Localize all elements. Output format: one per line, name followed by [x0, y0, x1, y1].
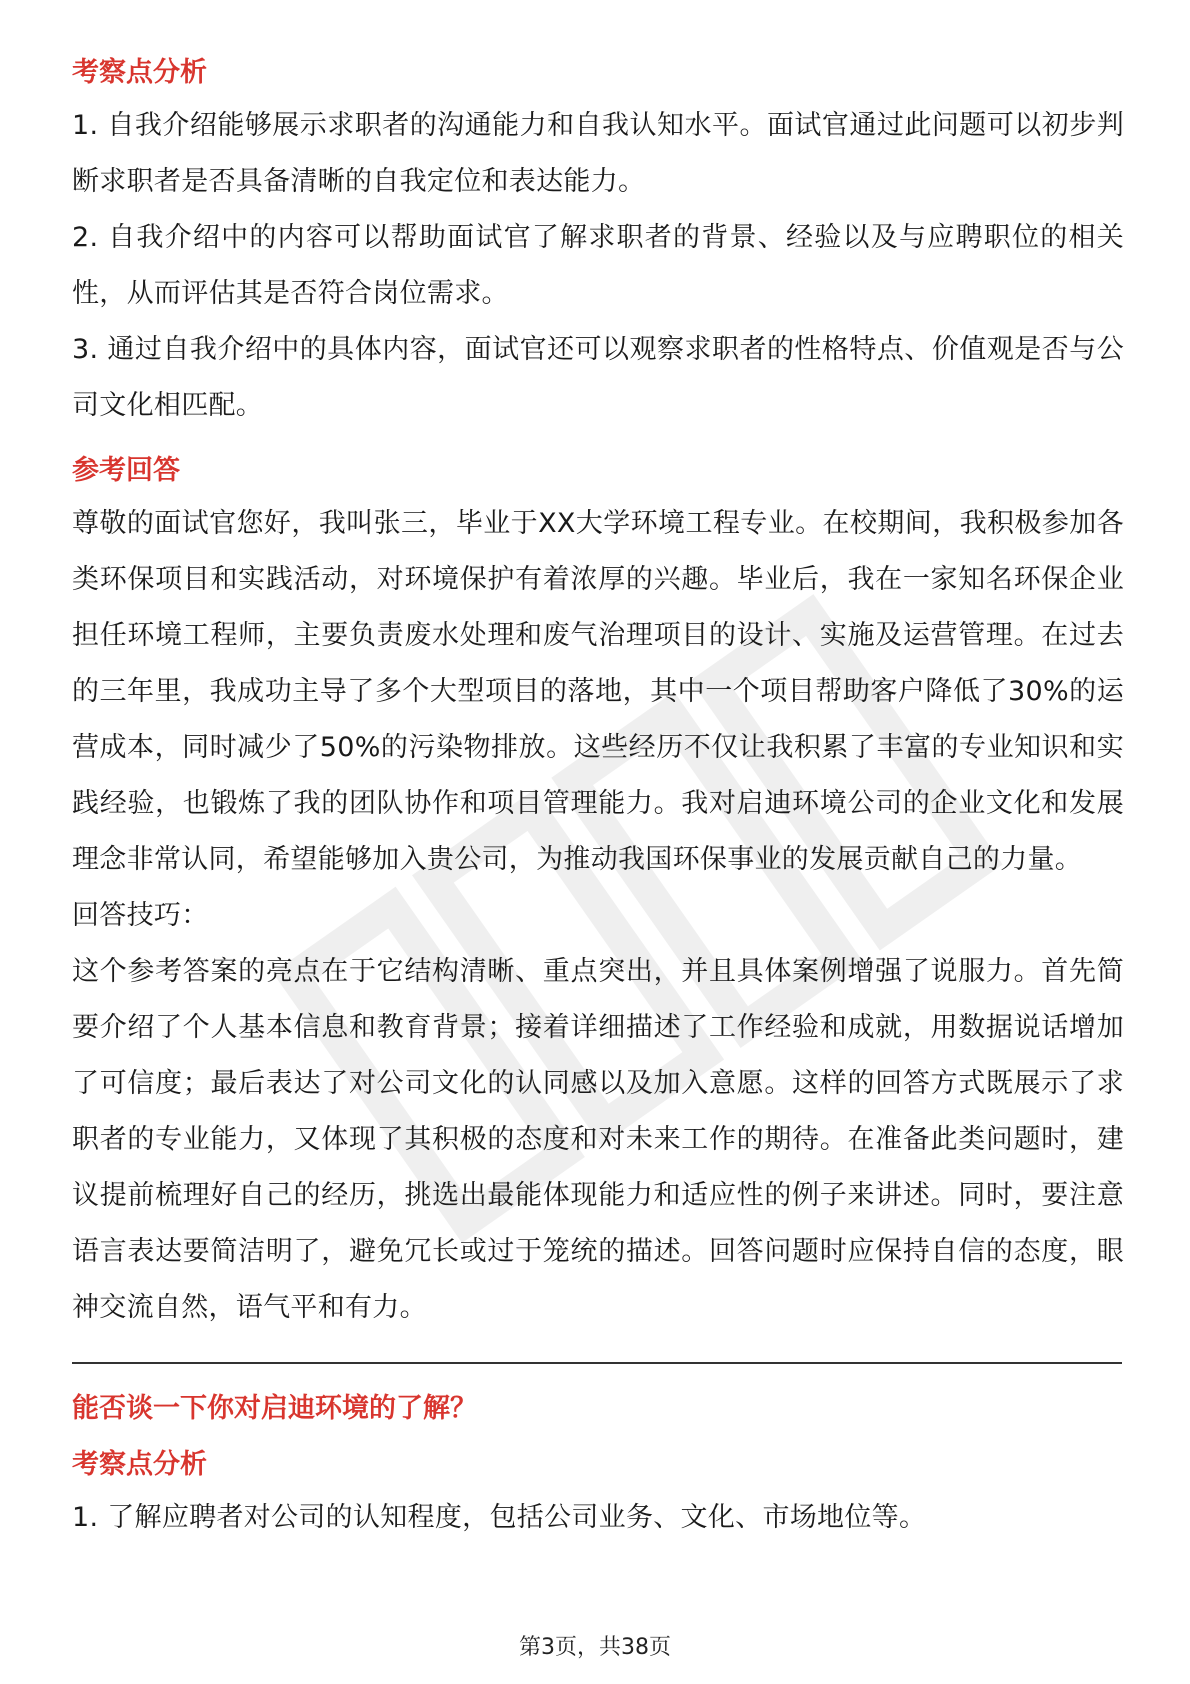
question-heading: 能否谈一下你对启迪环境的了解？	[72, 1393, 477, 1424]
section-divider	[72, 1362, 1122, 1364]
analysis-heading-1: 考察点分析	[72, 57, 207, 88]
page-content	[72, 48, 1124, 1546]
page-footer	[0, 1630, 1190, 1661]
tips-label: 回答技巧：	[72, 900, 209, 931]
tips-text: 这个参考答案的亮点在于它结构清晰、重点突出，并且具体案例增强了说服力。首先简要介绍了个人基本信息和教育背景；接着详细描述了工作经验和成就，用数据说话增加了可信度；最后表达了对公司文化的认同感以及加入意愿。这样的回答方式既展示了求职者的专业能力，又体现了其积极的态度和对未来工作的期待。在准备此类问题时，建议提前梳理好自己的经历，挑选出最能体现能力和适应性的例子来讲述。同时，要注意语言表达要简洁明了，避免冗长或过于笼统的描述。回答问题时应保持自信的态度，眼神交流自然，语气平和有力。	[72, 956, 1124, 1323]
analysis-point-2-1: 1. 了解应聘者对公司的认知程度，包括公司业务、文化、市场地位等。	[72, 1502, 927, 1533]
analysis-point-3: 3. 通过自我介绍中的具体内容，面试官还可以观察求职者的性格特点、价值观是否与公司文化相匹配。	[72, 334, 1124, 421]
page-indicator: 第3页，共38页	[519, 1635, 671, 1660]
analysis-point-1: 1. 自我介绍能够展示求职者的沟通能力和自我认知水平。面试官通过此问题可以初步判断求职者是否具备清晰的自我定位和表达能力。	[72, 110, 1124, 197]
analysis-point-2: 2. 自我介绍中的内容可以帮助面试官了解求职者的背景、经验以及与应聘职位的相关性，从而评估其是否符合岗位需求。	[72, 222, 1124, 309]
analysis-heading-2: 考察点分析	[72, 1449, 207, 1480]
answer-text: 尊敬的面试官您好，我叫张三，毕业于XX大学环境工程专业。在校期间，我积极参加各类环保项目和实践活动，对环境保护有着浓厚的兴趣。毕业后，我在一家知名环保企业担任环境工程师，主要负责废水处理和废气治理项目的设计、实施及运营管理。在过去的三年里，我成功主导了多个大型项目的落地，其中一个项目帮助客户降低了30%的运营成本，同时减少了50%的污染物排放。这些经历不仅让我积累了丰富的专业知识和实践经验，也锻炼了我的团队协作和项目管理能力。我对启迪环境公司的企业文化和发展理念非常认同，希望能够加入贵公司，为推动我国环保事业的发展贡献自己的力量。	[72, 508, 1124, 875]
answer-heading: 参考回答	[72, 455, 180, 486]
